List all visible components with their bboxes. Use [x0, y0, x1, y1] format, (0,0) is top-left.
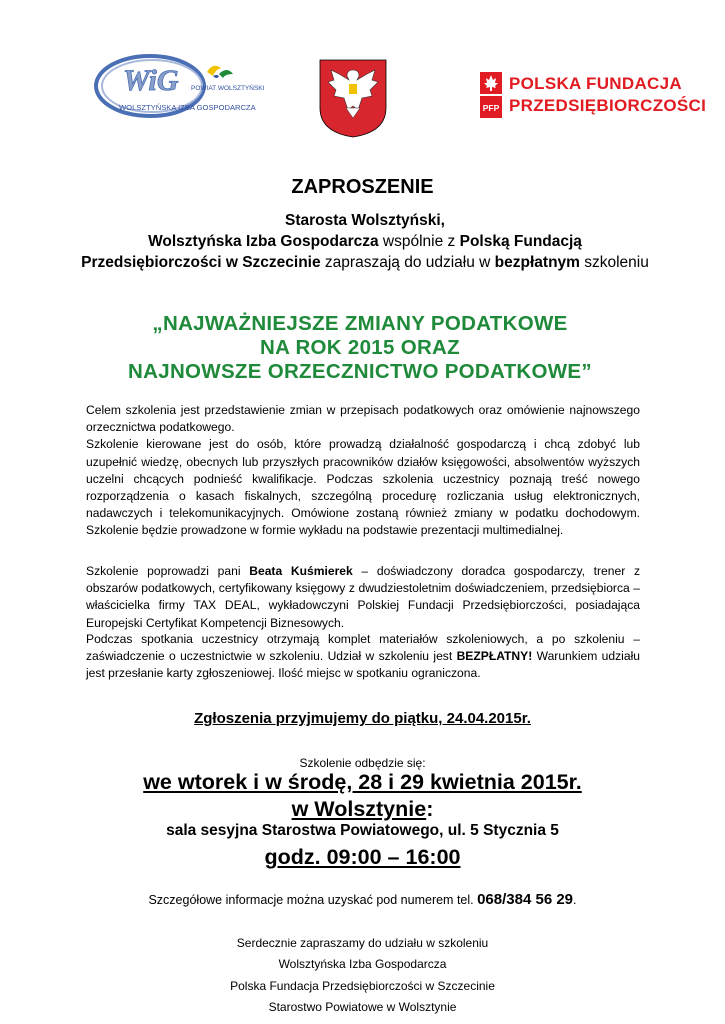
- closing-line4: Starostwo Powiatowe w Wolsztynie: [268, 1000, 457, 1015]
- closing-line3: Polska Fundacja Przedsiębiorczości w Szczecinie: [230, 978, 495, 993]
- body-paragraph-trainer: [86, 563, 640, 632]
- event-town: [0, 797, 725, 822]
- intro-training: szkoleniu: [579, 254, 649, 271]
- pfp-line1: POLSKA FUNDACJA: [509, 74, 682, 93]
- training-headline: [60, 312, 660, 384]
- registration-deadline: Zgłoszenia przyjmujemy do piątku, 24.04.2015r.: [194, 710, 531, 727]
- headline-line3: NAJNOWSZE ORZECZNICTWO PODATKOWE”: [128, 360, 592, 383]
- event-intro: Szkolenie odbędzie się:: [299, 756, 426, 770]
- body-section-materials: [86, 631, 640, 683]
- intro-org2: Polską Fundacją Przedsiębiorczości w Szczecinie: [81, 233, 582, 271]
- intro-invite: zapraszają do udziału w: [320, 254, 495, 271]
- contact-text: Szczegółowe informacje można uzyskać pod numerem tel.: [148, 893, 478, 907]
- free-label: BEZPŁATNY!: [456, 649, 533, 664]
- trainer-intro: Szkolenie poprowadzi pani: [86, 564, 250, 578]
- closing-line1: Serdecznie zapraszamy do udziału w szkoleniu: [236, 936, 489, 950]
- headline-line2: NA ROK 2015 ORAZ: [260, 336, 460, 359]
- pfp-logo: [480, 72, 707, 122]
- crest-logo: [318, 58, 388, 138]
- wig-powiat: POWIAT WOLSZTYŃSKI: [191, 85, 265, 92]
- contact-phone: 068/384 56 29: [477, 891, 574, 908]
- event-time: godz. 09:00 – 16:00: [264, 845, 461, 869]
- wig-name: WOLSZTYŃSKA IZBA GOSPODARCZA: [119, 103, 256, 112]
- wig-logo: [95, 52, 265, 122]
- page-title: ZAPROSZENIE: [291, 176, 434, 198]
- wig-letters: WiG: [123, 64, 179, 97]
- intro-line1: Starosta Wolsztyński,: [285, 212, 445, 229]
- intro-block: [80, 210, 650, 273]
- event-venue: sala sesyjna Starostwa Powiatowego, ul. 5 Stycznia 5: [166, 822, 559, 839]
- trainer-name: Beata Kuśmierek: [249, 564, 353, 578]
- maple-leaf-icon: [480, 72, 502, 118]
- body-paragraph-goal: Celem szkolenia jest przedstawienie zmian w przepisach podatkowych oraz omówienie najnowszego orzecznictwa podatkowego.: [86, 403, 640, 435]
- body-section-trainer: [86, 563, 640, 632]
- body-paragraph-audience: Szkolenie kierowane jest do osób, które prowadzą działalność gospodarczą i chcą zdobyć lub uzupełnić wiedzę, obecnych lub przyszłych pracowników działów księgowości, absolwentów wyższych uczelni chcących podnieść kwalifikacje. Podczas szkolenia uczestnicy poznają treść nowego rozporządzenia o kasach fiskalnych, szczególną procedurę rozliczania usług elektronicznych, nadawczych i telekomunikacyjnych. Omówione zostaną również zmiany w podatku dochodowym. Szkolenie będzie prowadzone w formie wykładu na podstawie prezentacji multimedialnej.: [86, 437, 640, 538]
- eagle-crest-icon: [318, 58, 388, 138]
- body-paragraph-materials: [86, 631, 640, 683]
- event-town-colon: :: [426, 797, 434, 821]
- intro-org1: Wolsztyńska Izba Gospodarcza: [148, 233, 379, 250]
- materials-conditions: Warunkiem udziału jest przesłanie karty zgłoszeniowej. Ilość miejsc w spotkaniu ograniczona.: [86, 649, 640, 681]
- intro-with: wspólnie z: [378, 233, 460, 250]
- pfp-line2: PRZEDSIĘBIORCZOŚCI: [509, 96, 707, 115]
- headline-line1: „NAJWAŻNIEJSZE ZMIANY PODATKOWE: [152, 312, 568, 335]
- closing-line2: Wolsztyńska Izba Gospodarcza: [278, 957, 447, 972]
- contact-info: [0, 891, 725, 908]
- event-dates: we wtorek i w środę, 28 i 29 kwietnia 2015r.: [143, 770, 582, 794]
- wig-logo-graphic: [95, 52, 265, 122]
- contact-end: .: [573, 893, 577, 907]
- body-section-1: [86, 402, 640, 540]
- closing-block: [0, 933, 725, 1019]
- pfp-abbr: PFP: [482, 103, 500, 113]
- event-town-name: w Wolsztynie: [291, 797, 427, 821]
- materials-text: Podczas spotkania uczestnicy otrzymają komplet materiałów szkoleniowych, a po szkoleniu – zaświadczenie o uczestnictwie w szkoleniu. Udział w szkoleniu jest: [86, 632, 640, 664]
- trainer-bio: – doświadczony doradca gospodarczy, trener z obszarów podatkowych, certyfikowany księgowy z dwudziestoletnim doświadczeniem, przedsiębiorca – właścicielka firmy TAX DEAL, wykładowczyni Polskiej Fundacji Przedsiębiorczości, posiadająca Europejski Certyfikat Kompetencji Biznesowych.: [86, 564, 640, 630]
- intro-free: bezpłatnym: [494, 254, 580, 271]
